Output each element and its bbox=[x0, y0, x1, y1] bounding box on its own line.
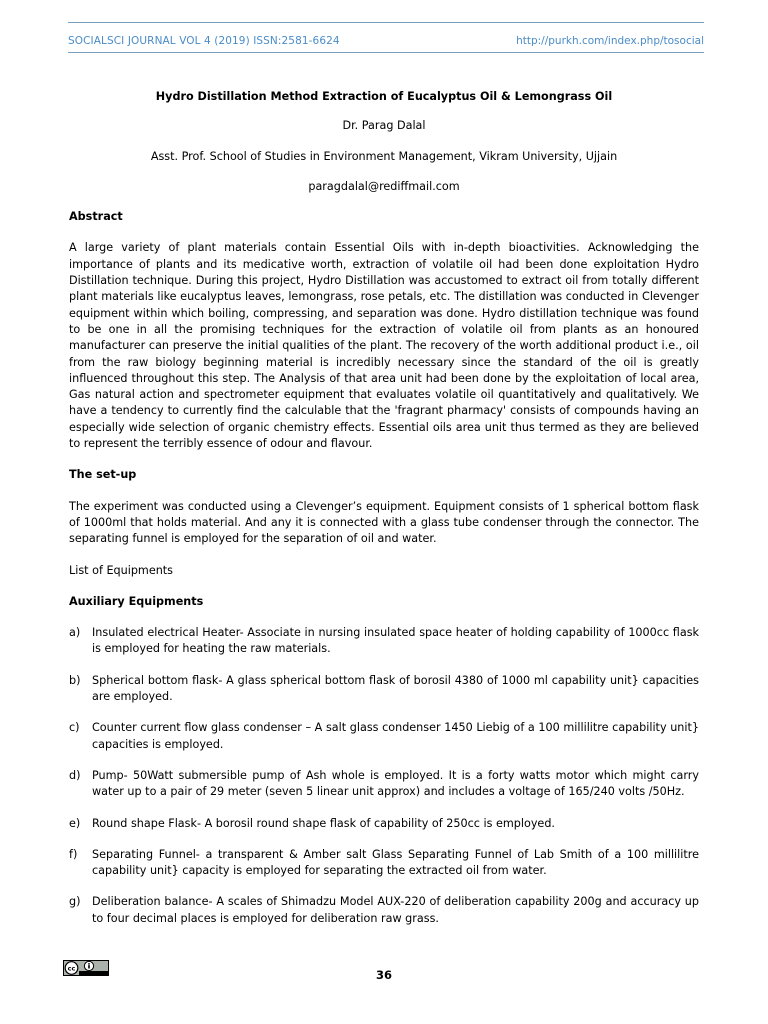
list-marker: b) bbox=[69, 673, 81, 687]
auxiliary-heading: Auxiliary Equipments bbox=[69, 594, 204, 608]
list-item-text: Counter current flow glass condenser – A salt glass condenser 1450 Liebig of a 100 millilitre capability unit} capacities is employed. bbox=[92, 721, 699, 751]
list-item-text: Separating Funnel- a transparent & Amber salt Glass Separating Funnel of Lab Smith of a 100 millilitre capability unit} capacity is employed for separating the extracted oil from water. bbox=[92, 847, 699, 878]
list-item bbox=[69, 720, 699, 753]
equipment-list bbox=[69, 625, 699, 927]
journal-url-link[interactable]: http://purkh.com/index.php/tosocial bbox=[516, 35, 704, 47]
page-body bbox=[69, 89, 699, 942]
svg-text:cc: cc bbox=[67, 964, 76, 973]
page-number: 36 bbox=[375, 968, 392, 982]
list-item bbox=[69, 847, 699, 880]
list-item-text: Pump- 50Watt submersible pump of Ash whole is employed. It is a forty watts motor which might carry water up to a pair of 29 meter (seven 5 linear unit approx) and includes a voltage of 165/240 volts /50Hz. bbox=[92, 768, 699, 799]
list-item-text: Round shape Flask- A borosil round shape flask of capability of 250cc is employed. bbox=[92, 816, 555, 830]
list-item bbox=[69, 894, 699, 927]
list-item-text: Insulated electrical Heater- Associate in nursing insulated space heater of holding capability of 1000cc flask is employed for heating the raw materials. bbox=[92, 626, 699, 656]
paper-title: Hydro Distillation Method Extraction of Eucalyptus Oil & Lemongrass Oil bbox=[155, 90, 613, 103]
list-marker: e) bbox=[69, 816, 81, 830]
list-marker: g) bbox=[69, 895, 81, 909]
list-item bbox=[69, 625, 699, 658]
abstract-text: A large variety of plant materials contain Essential Oils with in-depth bioactivities. Acknowledging the importance of plants and its medicative worth, extraction of volatile oil had been done exploitation Hydro Distillation technique. During this project, Hydro Distillation was accustomed to extract oil from totally different plant materials like eucalyptus leaves, lemongrass, rose petals, etc. The distillation was conducted in Clevenger equipment within which boiling, compressing, and separation was done. Hydro distillation technique was found to be one in all the promising techniques for the extraction of volatile oil from plants as an honoured manufacturer can preserve the initial qualities of the plant. The recovery of the worth additional product i.e., oil from the raw biology beginning material is incredibly necessary since the standard of the oil is greatly influenced throughout this step. The Analysis of that area unit had been done by the exploitation of local area, Gas natural action and spectrometer equipment that evaluates volatile oil quantitatively and qualitatively. We have a tendency to currently find the calculable that the 'fragrant pharmacy' consists of compounds having an especially wide selection of organic chemistry effects. Essential oils area unit thus termed as they are believed to represent the terribly essence of odour and flavour. bbox=[69, 241, 699, 451]
list-marker: c) bbox=[69, 721, 80, 735]
list-item-text: Spherical bottom flask- A glass spherical bottom flask of borosil 4380 of 1000 ml capability unit} capacities are employed. bbox=[92, 673, 699, 704]
running-header bbox=[68, 22, 704, 52]
list-item bbox=[69, 816, 699, 832]
author-affiliation: Asst. Prof. School of Studies in Environment Management, Vikram University, Ujjain bbox=[150, 149, 618, 163]
setup-text: The experiment was conducted using a Clevenger’s equipment. Equipment consists of 1 spherical bottom flask of 1000ml that holds material. And any it is connected with a glass tube condenser through the connector. The separating funnel is employed for the separation of oil and water. bbox=[69, 499, 699, 546]
journal-info: SOCIALSCI JOURNAL VOL 4 (2019) ISSN:2581-6624 bbox=[68, 35, 340, 47]
list-marker: f) bbox=[69, 847, 78, 861]
header-bottom-rule bbox=[68, 52, 704, 53]
list-item bbox=[69, 768, 699, 801]
list-item bbox=[69, 673, 699, 706]
author-name: Dr. Parag Dalal bbox=[342, 119, 426, 133]
setup-heading: The set-up bbox=[69, 468, 137, 482]
list-item-text: Deliberation balance- A scales of Shimadzu Model AUX-220 of deliberation capability 200g and accuracy up to four decimal places is employed for deliberation raw grass. bbox=[92, 895, 699, 925]
list-marker: a) bbox=[69, 626, 81, 640]
author-email: paragdalal@rediffmail.com bbox=[308, 179, 460, 193]
abstract-heading: Abstract bbox=[69, 210, 123, 224]
header-top-rule bbox=[68, 22, 704, 23]
list-marker: d) bbox=[69, 768, 81, 782]
equipment-list-label: List of Equipments bbox=[69, 563, 174, 577]
